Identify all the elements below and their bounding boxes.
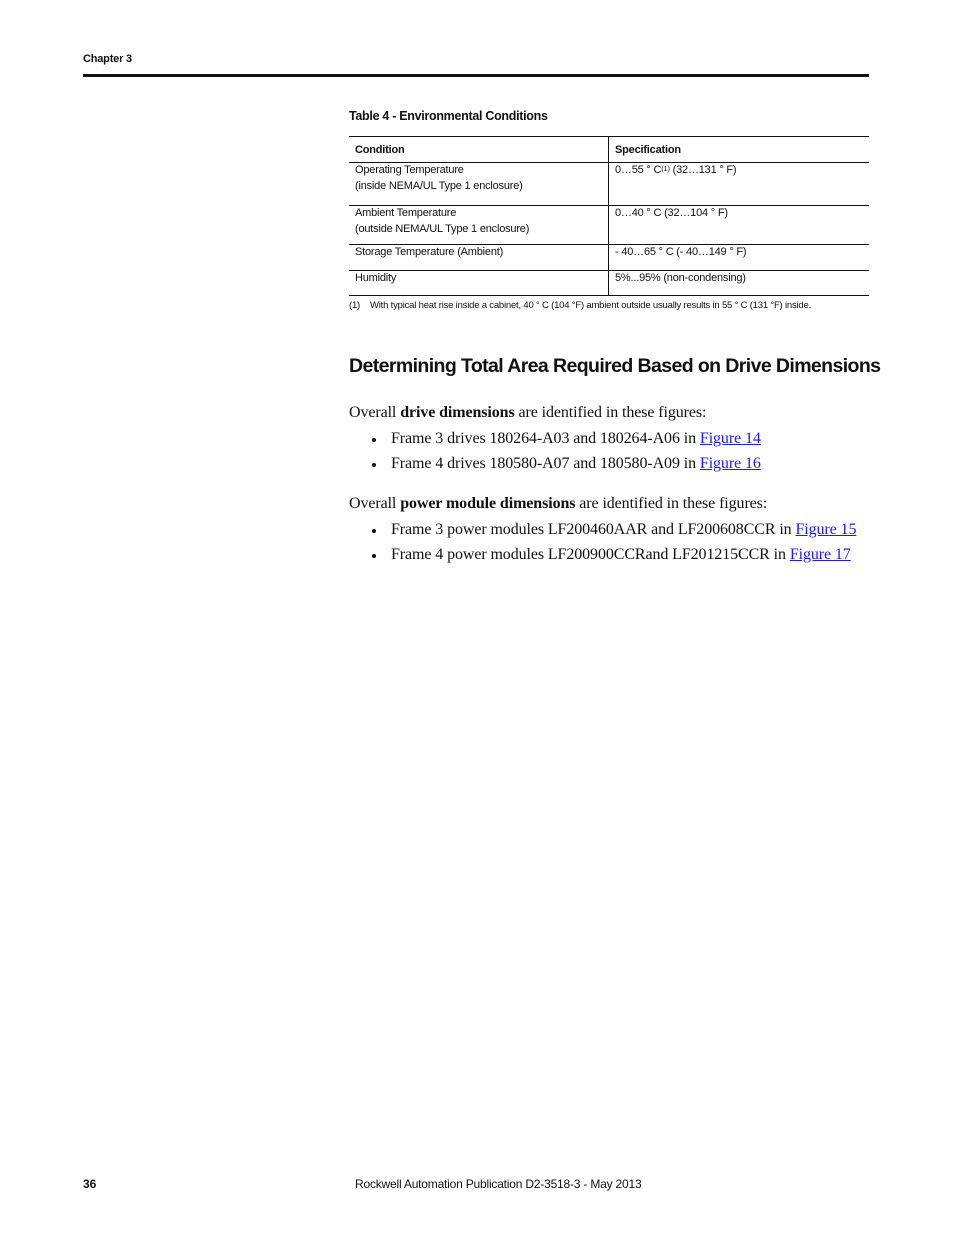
table-row [349, 271, 869, 296]
condition-cell: Humidity [355, 272, 397, 284]
specification-cell: 0…55 ° $C^{(1)}$ (32…131 ° F) [609, 163, 870, 206]
section-title: Determining Total Area Required Based on Drive Dimensions [349, 355, 881, 377]
page-number: 36 [83, 1177, 97, 1191]
condition-cell: Operating Temperature (inside NEMA/UL Type 1 enclosure) [349, 163, 609, 206]
list-item: Frame 4 drives 180580-A07 and 180580-A09 in Figure 16 [372, 455, 761, 480]
chapter-label: Chapter 3 [83, 53, 132, 65]
environmental-conditions-table [349, 136, 869, 296]
publication-info: Rockwell Automation Publication D2-3518-3 - May 2013 [355, 1177, 642, 1191]
drive-dimensions-paragraph: Overall drive dimensions are identified in these figures: [349, 404, 707, 421]
bullet-icon [372, 463, 376, 467]
drive-figures-list [372, 430, 761, 480]
figure-17-link[interactable]: Figure 17 [789, 546, 851, 563]
list-item: Frame 3 drives 180264-A03 and 180264-A06 in Figure 14 [372, 430, 761, 455]
header-rule [83, 74, 869, 77]
power-module-figures-list [372, 521, 856, 571]
specification-cell: - 40…65 ° C (- 40…149 ° F) [609, 245, 870, 271]
condition-cell: Storage Temperature (Ambient) [349, 245, 609, 271]
figure-14-link[interactable]: Figure 14 [699, 430, 761, 447]
column-header-specification: Specification [609, 137, 870, 163]
specification-cell: 5%...95% (non-condensing) [609, 271, 870, 296]
table-footnote: (1) With typical heat rise inside a cabinet, 40 ° C (104 °F) ambient outside usually results in 55 ° C (131 °F) inside. [349, 300, 812, 311]
list-item: Frame 4 power modules LF200900CCRand LF201215CCR in Figure 17 [372, 546, 856, 571]
table-row [349, 245, 869, 271]
condition-cell: Ambient Temperature (outside NEMA/UL Type 1 enclosure) [349, 206, 609, 245]
table-row [349, 206, 869, 245]
table-row [349, 163, 869, 206]
figure-16-link[interactable]: Figure 16 [699, 455, 761, 472]
bullet-icon [372, 554, 376, 558]
table-header-row [349, 137, 869, 163]
figure-15-link[interactable]: Figure 15 [795, 521, 857, 538]
bullet-icon [372, 438, 376, 442]
footnote-ref: (1) [661, 164, 670, 173]
column-header-condition: Condition [349, 137, 609, 163]
list-item: Frame 3 power modules LF200460AAR and LF200608CCR in Figure 15 [372, 521, 856, 546]
power-module-dimensions-paragraph: Overall power module dimensions are identified in these figures: [349, 495, 768, 512]
specification-cell: 0…40 ° C (32…104 ° F) [609, 206, 870, 245]
table-title: Table 4 - Environmental Conditions [349, 109, 548, 123]
bullet-icon [372, 529, 376, 533]
